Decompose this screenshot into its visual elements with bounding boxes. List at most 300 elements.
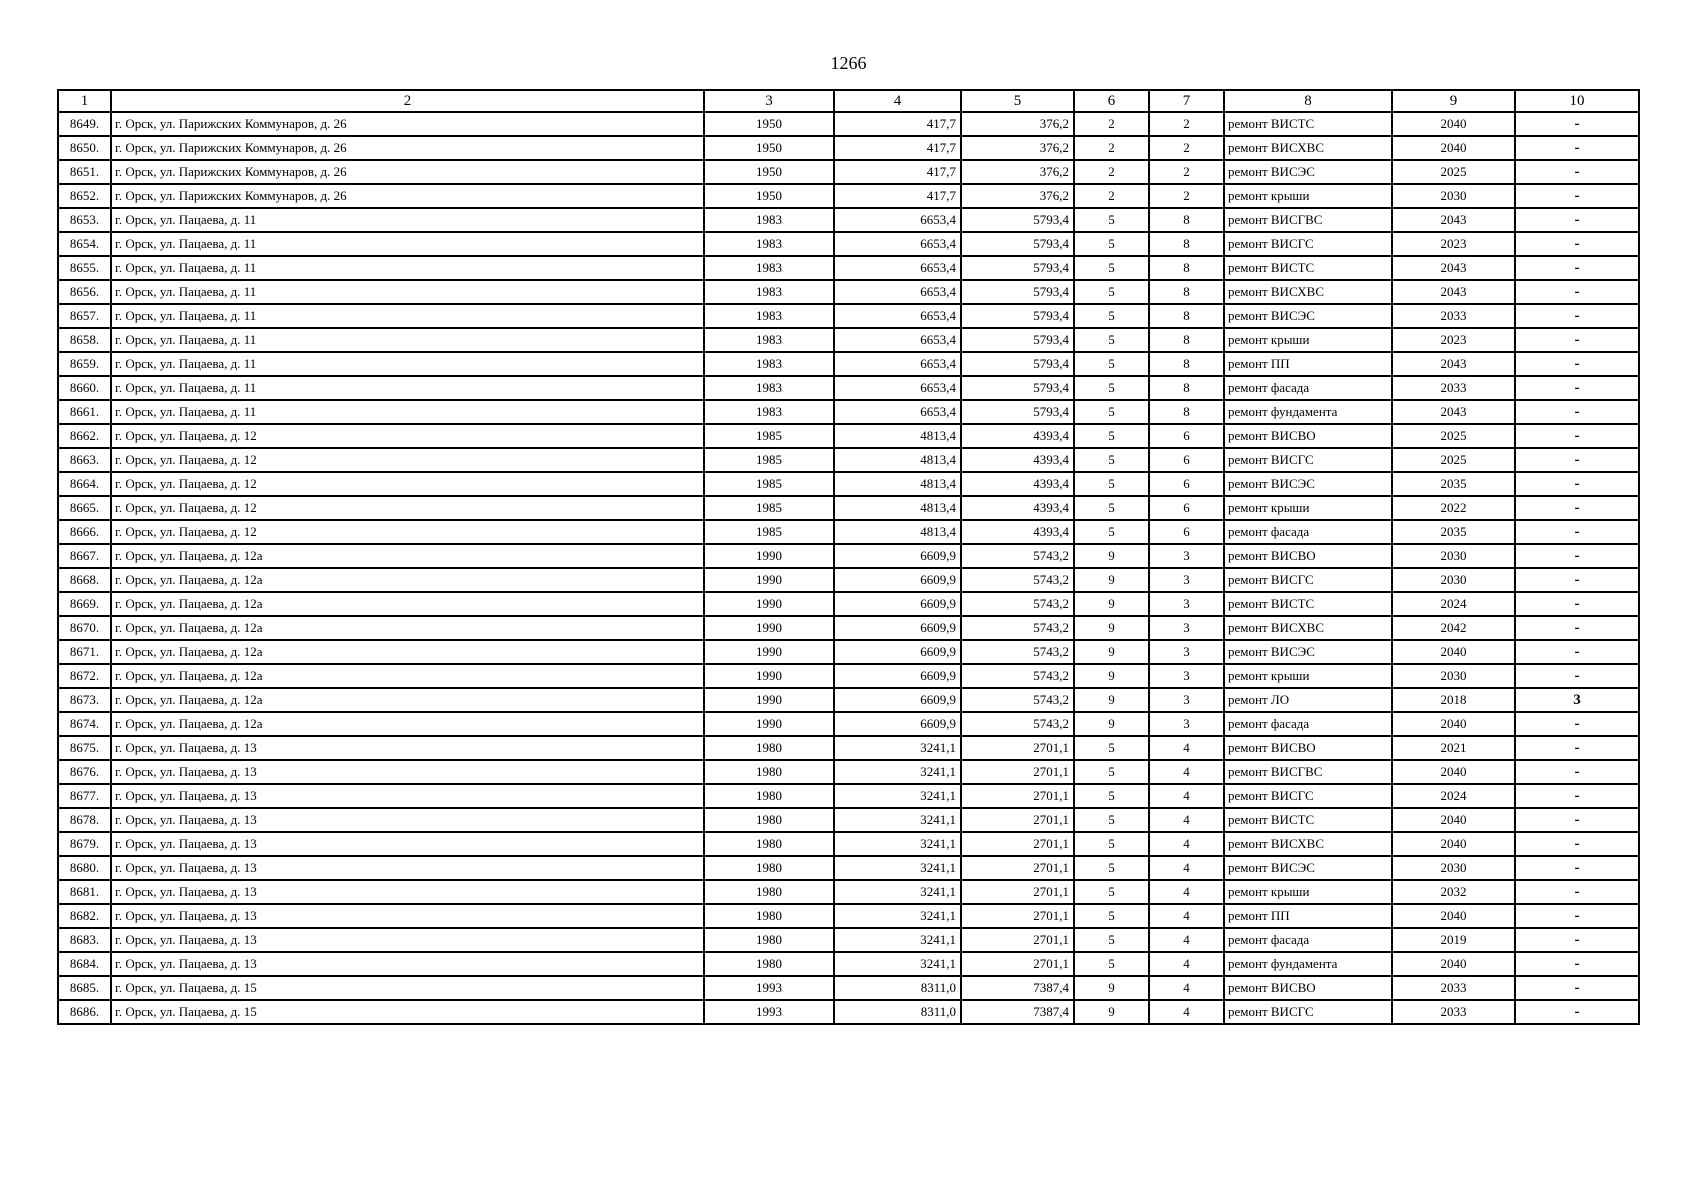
planned-year-cell: 2024	[1392, 784, 1515, 808]
floors-cell: 9	[1074, 592, 1149, 616]
year-cell: 1983	[704, 256, 834, 280]
entrances-cell: 6	[1149, 448, 1224, 472]
table-row	[58, 160, 1639, 184]
year-cell: 1990	[704, 616, 834, 640]
total-area-cell: 6609,9	[834, 568, 961, 592]
floors-cell: 9	[1074, 568, 1149, 592]
floors-cell: 2	[1074, 136, 1149, 160]
floors-cell: 9	[1074, 1000, 1149, 1024]
work-type-cell: ремонт фасада	[1224, 376, 1392, 400]
year-cell: 1985	[704, 496, 834, 520]
year-cell: 1950	[704, 160, 834, 184]
living-area-cell: 2701,1	[961, 784, 1074, 808]
planned-year-cell: 2032	[1392, 880, 1515, 904]
floors-cell: 5	[1074, 784, 1149, 808]
entrances-cell: 3	[1149, 544, 1224, 568]
entrances-cell: 4	[1149, 760, 1224, 784]
entrances-cell: 2	[1149, 160, 1224, 184]
floors-cell: 5	[1074, 400, 1149, 424]
column-header: 1	[58, 90, 111, 112]
address-cell: г. Орск, ул. Пацаева, д. 13	[111, 808, 704, 832]
work-type-cell: ремонт ВИСВО	[1224, 976, 1392, 1000]
note-cell: -	[1515, 136, 1639, 160]
table-header-row	[58, 90, 1639, 112]
entrances-cell: 3	[1149, 640, 1224, 664]
note-cell: 3	[1515, 688, 1639, 712]
row-index: 8680.	[58, 856, 111, 880]
living-area-cell: 5793,4	[961, 208, 1074, 232]
work-type-cell: ремонт ВИСГС	[1224, 232, 1392, 256]
living-area-cell: 2701,1	[961, 928, 1074, 952]
row-index: 8682.	[58, 904, 111, 928]
planned-year-cell: 2030	[1392, 856, 1515, 880]
address-cell: г. Орск, ул. Пацаева, д. 11	[111, 232, 704, 256]
note-cell: -	[1515, 160, 1639, 184]
total-area-cell: 3241,1	[834, 832, 961, 856]
planned-year-cell: 2043	[1392, 352, 1515, 376]
living-area-cell: 5793,4	[961, 352, 1074, 376]
year-cell: 1983	[704, 280, 834, 304]
work-type-cell: ремонт ВИСГС	[1224, 568, 1392, 592]
work-type-cell: ремонт ВИСВО	[1224, 424, 1392, 448]
column-header: 3	[704, 90, 834, 112]
row-index: 8652.	[58, 184, 111, 208]
total-area-cell: 6653,4	[834, 280, 961, 304]
planned-year-cell: 2022	[1392, 496, 1515, 520]
row-index: 8671.	[58, 640, 111, 664]
planned-year-cell: 2035	[1392, 520, 1515, 544]
address-cell: г. Орск, ул. Пацаева, д. 12	[111, 472, 704, 496]
work-type-cell: ремонт ВИСГС	[1224, 448, 1392, 472]
year-cell: 1980	[704, 832, 834, 856]
planned-year-cell: 2040	[1392, 640, 1515, 664]
planned-year-cell: 2024	[1392, 592, 1515, 616]
address-cell: г. Орск, ул. Пацаева, д. 11	[111, 352, 704, 376]
floors-cell: 5	[1074, 328, 1149, 352]
address-cell: г. Орск, ул. Пацаева, д. 12а	[111, 592, 704, 616]
entrances-cell: 8	[1149, 304, 1224, 328]
year-cell: 1983	[704, 352, 834, 376]
year-cell: 1983	[704, 208, 834, 232]
row-index: 8684.	[58, 952, 111, 976]
row-index: 8661.	[58, 400, 111, 424]
address-cell: г. Орск, ул. Пацаева, д. 13	[111, 832, 704, 856]
entrances-cell: 3	[1149, 592, 1224, 616]
row-index: 8662.	[58, 424, 111, 448]
work-type-cell: ремонт ВИСТС	[1224, 592, 1392, 616]
table-row	[58, 592, 1639, 616]
row-index: 8685.	[58, 976, 111, 1000]
table-row	[58, 424, 1639, 448]
planned-year-cell: 2040	[1392, 952, 1515, 976]
column-header: 8	[1224, 90, 1392, 112]
entrances-cell: 8	[1149, 400, 1224, 424]
address-cell: г. Орск, ул. Парижских Коммунаров, д. 26	[111, 184, 704, 208]
entrances-cell: 4	[1149, 856, 1224, 880]
living-area-cell: 5793,4	[961, 304, 1074, 328]
work-type-cell: ремонт ВИСЭС	[1224, 472, 1392, 496]
address-cell: г. Орск, ул. Парижских Коммунаров, д. 26	[111, 160, 704, 184]
entrances-cell: 8	[1149, 328, 1224, 352]
year-cell: 1980	[704, 736, 834, 760]
table-row	[58, 1000, 1639, 1024]
table-row	[58, 952, 1639, 976]
total-area-cell: 6609,9	[834, 544, 961, 568]
living-area-cell: 5743,2	[961, 688, 1074, 712]
planned-year-cell: 2040	[1392, 808, 1515, 832]
entrances-cell: 6	[1149, 496, 1224, 520]
column-header: 4	[834, 90, 961, 112]
table-row	[58, 976, 1639, 1000]
address-cell: г. Орск, ул. Пацаева, д. 15	[111, 1000, 704, 1024]
work-type-cell: ремонт ВИСТС	[1224, 112, 1392, 136]
total-area-cell: 8311,0	[834, 976, 961, 1000]
total-area-cell: 417,7	[834, 112, 961, 136]
living-area-cell: 376,2	[961, 136, 1074, 160]
total-area-cell: 4813,4	[834, 472, 961, 496]
planned-year-cell: 2025	[1392, 424, 1515, 448]
work-type-cell: ремонт фундамента	[1224, 400, 1392, 424]
note-cell: -	[1515, 256, 1639, 280]
entrances-cell: 8	[1149, 232, 1224, 256]
work-type-cell: ремонт ВИСХВС	[1224, 616, 1392, 640]
work-type-cell: ремонт ПП	[1224, 904, 1392, 928]
note-cell: -	[1515, 496, 1639, 520]
living-area-cell: 2701,1	[961, 952, 1074, 976]
living-area-cell: 5793,4	[961, 328, 1074, 352]
planned-year-cell: 2042	[1392, 616, 1515, 640]
floors-cell: 5	[1074, 232, 1149, 256]
year-cell: 1983	[704, 304, 834, 328]
repair-schedule-table	[57, 89, 1640, 1025]
work-type-cell: ремонт ВИСТС	[1224, 808, 1392, 832]
entrances-cell: 6	[1149, 520, 1224, 544]
living-area-cell: 5743,2	[961, 568, 1074, 592]
year-cell: 1980	[704, 808, 834, 832]
note-cell: -	[1515, 568, 1639, 592]
living-area-cell: 2701,1	[961, 760, 1074, 784]
total-area-cell: 417,7	[834, 160, 961, 184]
living-area-cell: 5793,4	[961, 232, 1074, 256]
total-area-cell: 6609,9	[834, 712, 961, 736]
total-area-cell: 6609,9	[834, 640, 961, 664]
living-area-cell: 5743,2	[961, 616, 1074, 640]
row-index: 8686.	[58, 1000, 111, 1024]
planned-year-cell: 2040	[1392, 112, 1515, 136]
year-cell: 1990	[704, 592, 834, 616]
year-cell: 1990	[704, 688, 834, 712]
row-index: 8660.	[58, 376, 111, 400]
column-header: 7	[1149, 90, 1224, 112]
table-row	[58, 736, 1639, 760]
total-area-cell: 6609,9	[834, 616, 961, 640]
work-type-cell: ремонт ВИСЭС	[1224, 640, 1392, 664]
living-area-cell: 7387,4	[961, 976, 1074, 1000]
year-cell: 1980	[704, 880, 834, 904]
work-type-cell: ремонт крыши	[1224, 328, 1392, 352]
note-cell: -	[1515, 400, 1639, 424]
row-index: 8674.	[58, 712, 111, 736]
row-index: 8670.	[58, 616, 111, 640]
planned-year-cell: 2040	[1392, 904, 1515, 928]
entrances-cell: 3	[1149, 712, 1224, 736]
planned-year-cell: 2021	[1392, 736, 1515, 760]
address-cell: г. Орск, ул. Пацаева, д. 13	[111, 880, 704, 904]
work-type-cell: ремонт ВИСГС	[1224, 784, 1392, 808]
total-area-cell: 3241,1	[834, 904, 961, 928]
row-index: 8666.	[58, 520, 111, 544]
total-area-cell: 417,7	[834, 184, 961, 208]
year-cell: 1985	[704, 520, 834, 544]
floors-cell: 2	[1074, 112, 1149, 136]
table-row	[58, 904, 1639, 928]
floors-cell: 5	[1074, 520, 1149, 544]
floors-cell: 5	[1074, 832, 1149, 856]
address-cell: г. Орск, ул. Пацаева, д. 13	[111, 952, 704, 976]
total-area-cell: 6653,4	[834, 400, 961, 424]
address-cell: г. Орск, ул. Пацаева, д. 12	[111, 520, 704, 544]
row-index: 8676.	[58, 760, 111, 784]
address-cell: г. Орск, ул. Пацаева, д. 15	[111, 976, 704, 1000]
year-cell: 1980	[704, 784, 834, 808]
column-header: 5	[961, 90, 1074, 112]
planned-year-cell: 2043	[1392, 208, 1515, 232]
floors-cell: 2	[1074, 184, 1149, 208]
entrances-cell: 4	[1149, 904, 1224, 928]
entrances-cell: 4	[1149, 880, 1224, 904]
total-area-cell: 3241,1	[834, 856, 961, 880]
note-cell: -	[1515, 376, 1639, 400]
entrances-cell: 3	[1149, 664, 1224, 688]
year-cell: 1990	[704, 712, 834, 736]
row-index: 8673.	[58, 688, 111, 712]
row-index: 8683.	[58, 928, 111, 952]
living-area-cell: 5743,2	[961, 664, 1074, 688]
living-area-cell: 376,2	[961, 184, 1074, 208]
living-area-cell: 2701,1	[961, 880, 1074, 904]
row-index: 8675.	[58, 736, 111, 760]
year-cell: 1985	[704, 472, 834, 496]
entrances-cell: 4	[1149, 784, 1224, 808]
work-type-cell: ремонт ЛО	[1224, 688, 1392, 712]
floors-cell: 5	[1074, 952, 1149, 976]
total-area-cell: 6653,4	[834, 352, 961, 376]
living-area-cell: 4393,4	[961, 472, 1074, 496]
total-area-cell: 6653,4	[834, 208, 961, 232]
year-cell: 1990	[704, 544, 834, 568]
note-cell: -	[1515, 472, 1639, 496]
total-area-cell: 6653,4	[834, 256, 961, 280]
planned-year-cell: 2040	[1392, 712, 1515, 736]
table-row	[58, 664, 1639, 688]
address-cell: г. Орск, ул. Пацаева, д. 11	[111, 304, 704, 328]
row-index: 8651.	[58, 160, 111, 184]
table-row	[58, 688, 1639, 712]
row-index: 8653.	[58, 208, 111, 232]
total-area-cell: 8311,0	[834, 1000, 961, 1024]
row-index: 8650.	[58, 136, 111, 160]
row-index: 8664.	[58, 472, 111, 496]
entrances-cell: 4	[1149, 832, 1224, 856]
address-cell: г. Орск, ул. Пацаева, д. 11	[111, 328, 704, 352]
living-area-cell: 5793,4	[961, 376, 1074, 400]
living-area-cell: 2701,1	[961, 808, 1074, 832]
floors-cell: 5	[1074, 304, 1149, 328]
note-cell: -	[1515, 736, 1639, 760]
total-area-cell: 6609,9	[834, 688, 961, 712]
living-area-cell: 376,2	[961, 160, 1074, 184]
address-cell: г. Орск, ул. Пацаева, д. 12	[111, 448, 704, 472]
table-row	[58, 304, 1639, 328]
floors-cell: 5	[1074, 496, 1149, 520]
entrances-cell: 2	[1149, 136, 1224, 160]
table-row	[58, 544, 1639, 568]
row-index: 8669.	[58, 592, 111, 616]
address-cell: г. Орск, ул. Парижских Коммунаров, д. 26	[111, 112, 704, 136]
table-row	[58, 208, 1639, 232]
column-header: 6	[1074, 90, 1149, 112]
floors-cell: 5	[1074, 904, 1149, 928]
work-type-cell: ремонт крыши	[1224, 496, 1392, 520]
total-area-cell: 3241,1	[834, 784, 961, 808]
work-type-cell: ремонт ВИСХВС	[1224, 136, 1392, 160]
table-row	[58, 112, 1639, 136]
address-cell: г. Орск, ул. Пацаева, д. 13	[111, 856, 704, 880]
note-cell: -	[1515, 856, 1639, 880]
row-index: 8659.	[58, 352, 111, 376]
table-row	[58, 280, 1639, 304]
floors-cell: 5	[1074, 736, 1149, 760]
floors-cell: 5	[1074, 424, 1149, 448]
row-index: 8665.	[58, 496, 111, 520]
table-row	[58, 352, 1639, 376]
work-type-cell: ремонт крыши	[1224, 184, 1392, 208]
work-type-cell: ремонт ВИСГС	[1224, 1000, 1392, 1024]
work-type-cell: ремонт ВИСЭС	[1224, 160, 1392, 184]
table-row	[58, 760, 1639, 784]
address-cell: г. Орск, ул. Пацаева, д. 12	[111, 496, 704, 520]
table-row	[58, 520, 1639, 544]
row-index: 8649.	[58, 112, 111, 136]
work-type-cell: ремонт ПП	[1224, 352, 1392, 376]
address-cell: г. Орск, ул. Пацаева, д. 11	[111, 256, 704, 280]
table-row	[58, 136, 1639, 160]
floors-cell: 9	[1074, 616, 1149, 640]
floors-cell: 9	[1074, 640, 1149, 664]
planned-year-cell: 2023	[1392, 328, 1515, 352]
year-cell: 1980	[704, 904, 834, 928]
entrances-cell: 6	[1149, 424, 1224, 448]
total-area-cell: 4813,4	[834, 448, 961, 472]
total-area-cell: 3241,1	[834, 760, 961, 784]
planned-year-cell: 2035	[1392, 472, 1515, 496]
planned-year-cell: 2043	[1392, 256, 1515, 280]
entrances-cell: 4	[1149, 736, 1224, 760]
year-cell: 1980	[704, 952, 834, 976]
work-type-cell: ремонт фасада	[1224, 520, 1392, 544]
work-type-cell: ремонт ВИСХВС	[1224, 832, 1392, 856]
column-header: 10	[1515, 90, 1639, 112]
year-cell: 1980	[704, 760, 834, 784]
total-area-cell: 3241,1	[834, 808, 961, 832]
living-area-cell: 4393,4	[961, 496, 1074, 520]
work-type-cell: ремонт фундамента	[1224, 952, 1392, 976]
total-area-cell: 6653,4	[834, 304, 961, 328]
note-cell: -	[1515, 1000, 1639, 1024]
year-cell: 1983	[704, 400, 834, 424]
floors-cell: 5	[1074, 808, 1149, 832]
note-cell: -	[1515, 928, 1639, 952]
planned-year-cell: 2040	[1392, 832, 1515, 856]
year-cell: 1990	[704, 640, 834, 664]
floors-cell: 5	[1074, 208, 1149, 232]
year-cell: 1993	[704, 1000, 834, 1024]
address-cell: г. Орск, ул. Пацаева, д. 13	[111, 784, 704, 808]
note-cell: -	[1515, 232, 1639, 256]
row-index: 8668.	[58, 568, 111, 592]
floors-cell: 5	[1074, 856, 1149, 880]
floors-cell: 9	[1074, 976, 1149, 1000]
work-type-cell: ремонт ВИСВО	[1224, 736, 1392, 760]
address-cell: г. Орск, ул. Пацаева, д. 12а	[111, 544, 704, 568]
living-area-cell: 5743,2	[961, 592, 1074, 616]
note-cell: -	[1515, 952, 1639, 976]
table-row	[58, 832, 1639, 856]
note-cell: -	[1515, 976, 1639, 1000]
address-cell: г. Орск, ул. Пацаева, д. 12	[111, 424, 704, 448]
year-cell: 1980	[704, 928, 834, 952]
entrances-cell: 4	[1149, 1000, 1224, 1024]
floors-cell: 5	[1074, 352, 1149, 376]
table-row	[58, 376, 1639, 400]
note-cell: -	[1515, 328, 1639, 352]
entrances-cell: 3	[1149, 616, 1224, 640]
address-cell: г. Орск, ул. Пацаева, д. 13	[111, 736, 704, 760]
living-area-cell: 5743,2	[961, 640, 1074, 664]
total-area-cell: 6609,9	[834, 664, 961, 688]
entrances-cell: 3	[1149, 568, 1224, 592]
work-type-cell: ремонт крыши	[1224, 880, 1392, 904]
work-type-cell: ремонт ВИСЭС	[1224, 856, 1392, 880]
column-header: 9	[1392, 90, 1515, 112]
address-cell: г. Орск, ул. Пацаева, д. 12а	[111, 712, 704, 736]
work-type-cell: ремонт ВИСЭС	[1224, 304, 1392, 328]
planned-year-cell: 2030	[1392, 184, 1515, 208]
year-cell: 1950	[704, 136, 834, 160]
planned-year-cell: 2025	[1392, 448, 1515, 472]
note-cell: -	[1515, 808, 1639, 832]
total-area-cell: 4813,4	[834, 424, 961, 448]
address-cell: г. Орск, ул. Пацаева, д. 11	[111, 400, 704, 424]
year-cell: 1980	[704, 856, 834, 880]
planned-year-cell: 2025	[1392, 160, 1515, 184]
total-area-cell: 6653,4	[834, 232, 961, 256]
total-area-cell: 3241,1	[834, 952, 961, 976]
total-area-cell: 417,7	[834, 136, 961, 160]
living-area-cell: 2701,1	[961, 856, 1074, 880]
address-cell: г. Орск, ул. Пацаева, д. 11	[111, 376, 704, 400]
living-area-cell: 5793,4	[961, 256, 1074, 280]
table-row	[58, 712, 1639, 736]
planned-year-cell: 2030	[1392, 568, 1515, 592]
note-cell: -	[1515, 760, 1639, 784]
column-header: 2	[111, 90, 704, 112]
work-type-cell: ремонт крыши	[1224, 664, 1392, 688]
note-cell: -	[1515, 904, 1639, 928]
year-cell: 1993	[704, 976, 834, 1000]
floors-cell: 5	[1074, 376, 1149, 400]
living-area-cell: 2701,1	[961, 736, 1074, 760]
